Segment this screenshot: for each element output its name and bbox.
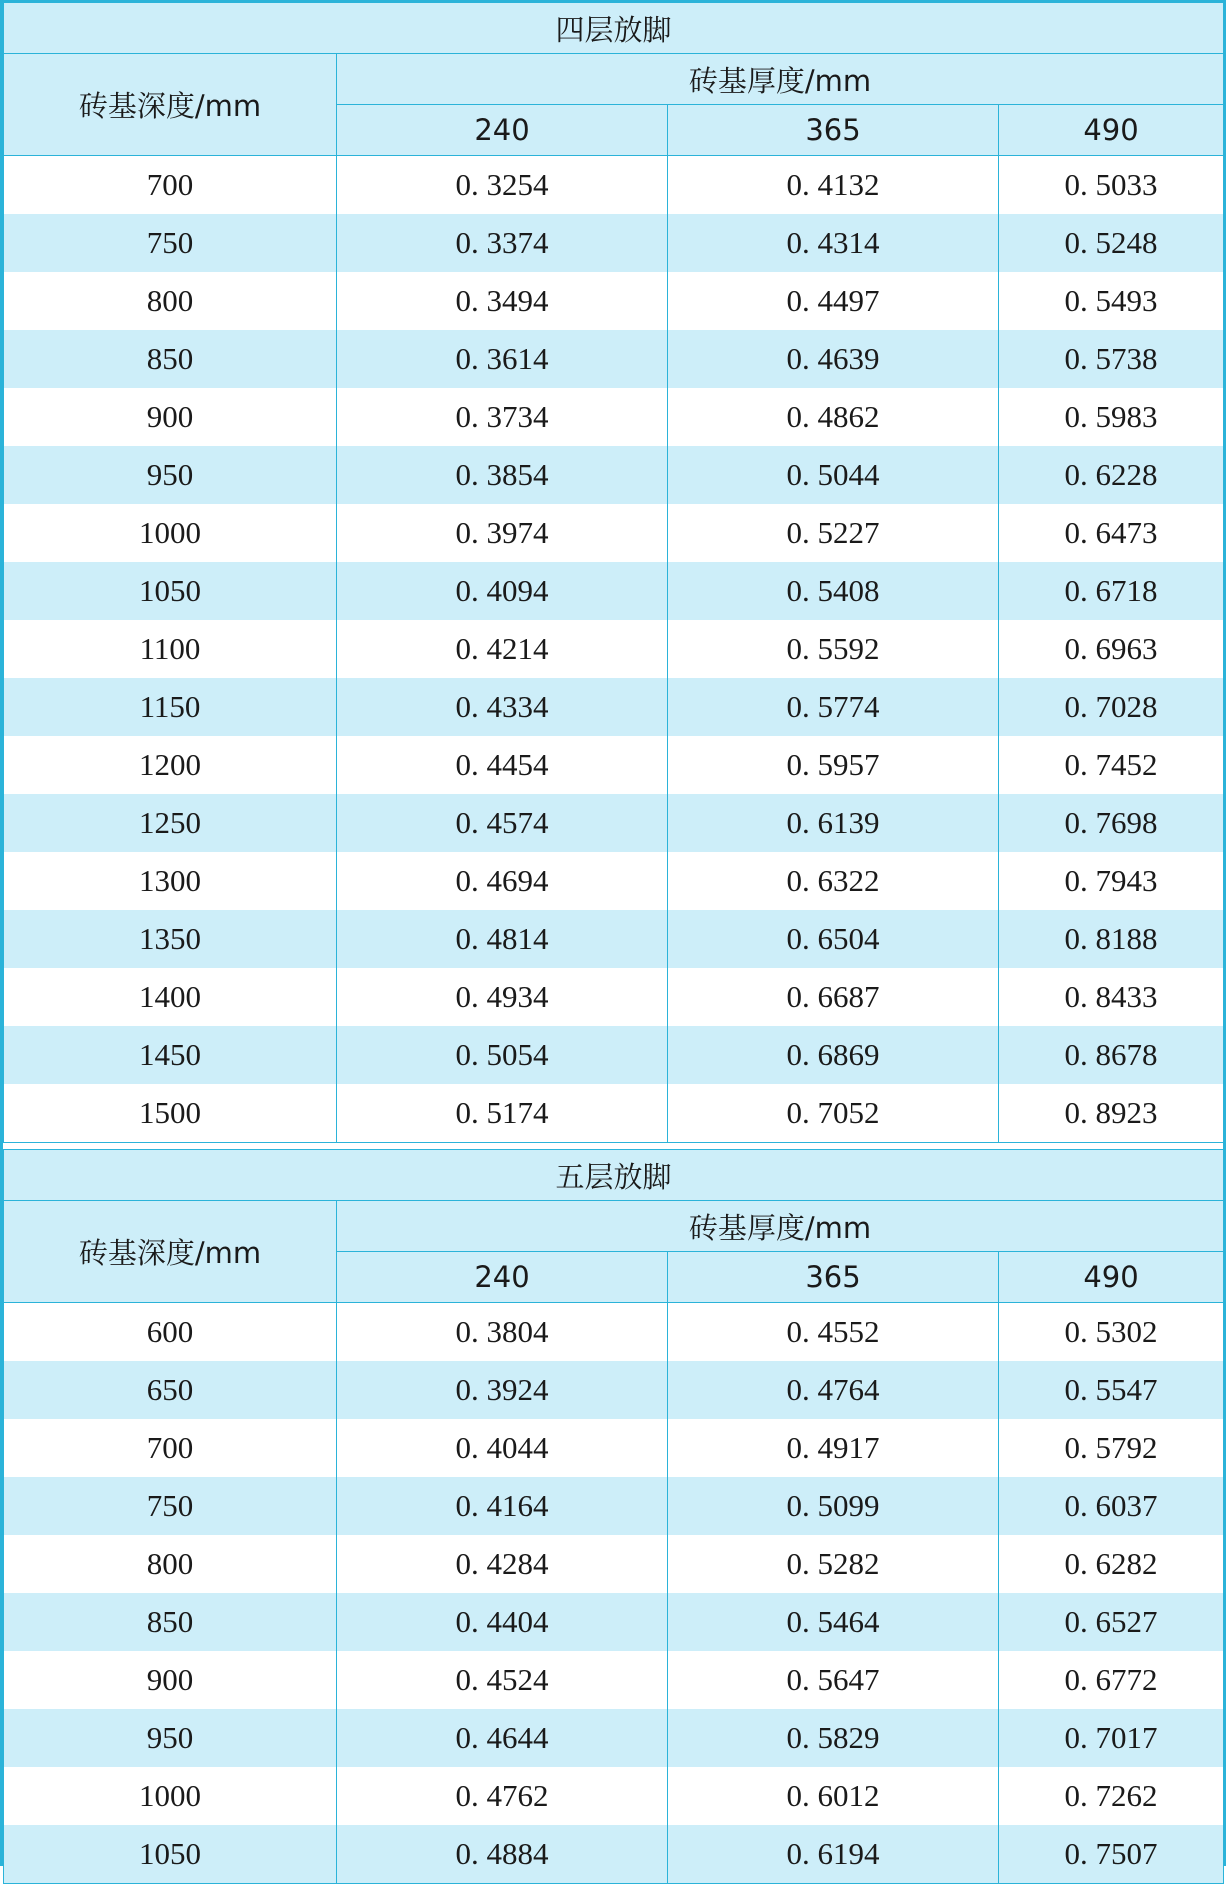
value-cell: 0. 5829 [668,1709,999,1767]
value-cell: 0. 6037 [999,1477,1224,1535]
thickness-column-header: 240 [337,105,668,156]
value-cell: 0. 5774 [668,678,999,736]
depth-cell: 1350 [4,910,337,968]
value-cell: 0. 4454 [337,736,668,794]
value-cell: 0. 6322 [668,852,999,910]
value-cell: 0. 6139 [668,794,999,852]
value-cell: 0. 4574 [337,794,668,852]
value-cell: 0. 5044 [668,446,999,504]
value-cell: 0. 6963 [999,620,1224,678]
depth-cell: 1500 [4,1084,337,1143]
value-cell: 0. 4044 [337,1419,668,1477]
depth-column-header: 砖基深度/mm [4,1201,337,1303]
table-row [4,272,1224,330]
table-row [4,968,1224,1026]
value-cell: 0. 5493 [999,272,1224,330]
value-cell: 0. 6527 [999,1593,1224,1651]
depth-cell: 900 [4,1651,337,1709]
value-cell: 0. 6282 [999,1535,1224,1593]
value-cell: 0. 3924 [337,1361,668,1419]
value-cell: 0. 4917 [668,1419,999,1477]
value-cell: 0. 3254 [337,156,668,215]
value-cell: 0. 4764 [668,1361,999,1419]
value-cell: 0. 3854 [337,446,668,504]
header-row [4,1201,1224,1252]
table-row [4,1026,1224,1084]
table-row [4,620,1224,678]
section-title-row [4,1150,1224,1201]
value-cell: 0. 7452 [999,736,1224,794]
depth-cell: 1250 [4,794,337,852]
depth-cell: 700 [4,156,337,215]
value-cell: 0. 6228 [999,446,1224,504]
thickness-column-header: 240 [337,1252,668,1303]
table-row [4,1825,1224,1884]
depth-cell: 750 [4,214,337,272]
value-cell: 0. 7017 [999,1709,1224,1767]
depth-cell: 650 [4,1361,337,1419]
value-cell: 0. 4497 [668,272,999,330]
value-cell: 0. 7507 [999,1825,1224,1884]
depth-cell: 800 [4,272,337,330]
value-cell: 0. 8678 [999,1026,1224,1084]
thickness-column-header: 490 [999,105,1224,156]
depth-cell: 850 [4,330,337,388]
table-row [4,562,1224,620]
table-row [4,1419,1224,1477]
table-row [4,852,1224,910]
thickness-group-header: 砖基厚度/mm [337,1201,1224,1252]
value-cell: 0. 5302 [999,1303,1224,1362]
value-cell: 0. 5547 [999,1361,1224,1419]
value-cell: 0. 6869 [668,1026,999,1084]
value-cell: 0. 4214 [337,620,668,678]
table-row [4,214,1224,272]
value-cell: 0. 7943 [999,852,1224,910]
value-cell: 0. 8188 [999,910,1224,968]
table-row [4,446,1224,504]
value-cell: 0. 8433 [999,968,1224,1026]
value-cell: 0. 4334 [337,678,668,736]
section-title: 四层放脚 [4,3,1224,54]
section-title: 五层放脚 [4,1150,1224,1201]
depth-cell: 1150 [4,678,337,736]
table-row [4,794,1224,852]
value-cell: 0. 4762 [337,1767,668,1825]
value-cell: 0. 4524 [337,1651,668,1709]
value-cell: 0. 3734 [337,388,668,446]
table-row [4,156,1224,215]
depth-column-header: 砖基深度/mm [4,54,337,156]
depth-cell: 1300 [4,852,337,910]
value-cell: 0. 5099 [668,1477,999,1535]
value-cell: 0. 6473 [999,504,1224,562]
depth-cell: 800 [4,1535,337,1593]
value-cell: 0. 3804 [337,1303,668,1362]
value-cell: 0. 5054 [337,1026,668,1084]
value-cell: 0. 5033 [999,156,1224,215]
table-row [4,388,1224,446]
value-cell: 0. 5248 [999,214,1224,272]
value-cell: 0. 5592 [668,620,999,678]
value-cell: 0. 5792 [999,1419,1224,1477]
table-row [4,678,1224,736]
value-cell: 0. 3494 [337,272,668,330]
table-row [4,1084,1224,1143]
table-row [4,1303,1224,1362]
section-table-five-tier [3,1149,1224,1884]
table-row [4,1361,1224,1419]
value-cell: 0. 3974 [337,504,668,562]
section-title-row [4,3,1224,54]
value-cell: 0. 4314 [668,214,999,272]
depth-cell: 1200 [4,736,337,794]
value-cell: 0. 3374 [337,214,668,272]
value-cell: 0. 4644 [337,1709,668,1767]
depth-cell: 700 [4,1419,337,1477]
value-cell: 0. 4694 [337,852,668,910]
table-row [4,1477,1224,1535]
value-cell: 0. 6687 [668,968,999,1026]
depth-cell: 1400 [4,968,337,1026]
depth-cell: 1050 [4,1825,337,1884]
value-cell: 0. 4639 [668,330,999,388]
depth-cell: 1000 [4,1767,337,1825]
value-cell: 0. 5647 [668,1651,999,1709]
value-cell: 0. 4404 [337,1593,668,1651]
value-cell: 0. 3614 [337,330,668,388]
table-row [4,1593,1224,1651]
value-cell: 0. 8923 [999,1084,1224,1143]
value-cell: 0. 5282 [668,1535,999,1593]
value-cell: 0. 4132 [668,156,999,215]
thickness-column-header: 490 [999,1252,1224,1303]
value-cell: 0. 4094 [337,562,668,620]
value-cell: 0. 5408 [668,562,999,620]
depth-cell: 900 [4,388,337,446]
value-cell: 0. 4164 [337,1477,668,1535]
value-cell: 0. 6504 [668,910,999,968]
thickness-column-header: 365 [668,105,999,156]
thickness-column-header: 365 [668,1252,999,1303]
value-cell: 0. 7028 [999,678,1224,736]
table-row [4,1535,1224,1593]
depth-cell: 1000 [4,504,337,562]
depth-cell: 1450 [4,1026,337,1084]
header-row [4,54,1224,105]
depth-cell: 850 [4,1593,337,1651]
value-cell: 0. 4934 [337,968,668,1026]
table-row [4,1709,1224,1767]
value-cell: 0. 5174 [337,1084,668,1143]
value-cell: 0. 5738 [999,330,1224,388]
value-cell: 0. 4284 [337,1535,668,1593]
value-cell: 0. 6772 [999,1651,1224,1709]
table-row [4,1651,1224,1709]
value-cell: 0. 5227 [668,504,999,562]
table-row [4,736,1224,794]
value-cell: 0. 5983 [999,388,1224,446]
table-row [4,910,1224,968]
depth-cell: 1050 [4,562,337,620]
section-table-four-tier [3,2,1224,1143]
table-row [4,1767,1224,1825]
value-cell: 0. 6718 [999,562,1224,620]
depth-cell: 950 [4,446,337,504]
value-cell: 0. 6012 [668,1767,999,1825]
value-cell: 0. 7052 [668,1084,999,1143]
value-cell: 0. 4552 [668,1303,999,1362]
depth-cell: 950 [4,1709,337,1767]
value-cell: 0. 5464 [668,1593,999,1651]
table-row [4,504,1224,562]
table-row [4,330,1224,388]
value-cell: 0. 7262 [999,1767,1224,1825]
depth-cell: 750 [4,1477,337,1535]
value-cell: 0. 7698 [999,794,1224,852]
value-cell: 0. 4862 [668,388,999,446]
value-cell: 0. 4884 [337,1825,668,1884]
depth-cell: 1100 [4,620,337,678]
value-cell: 0. 4814 [337,910,668,968]
thickness-group-header: 砖基厚度/mm [337,54,1224,105]
value-cell: 0. 6194 [668,1825,999,1884]
value-cell: 0. 5957 [668,736,999,794]
depth-cell: 600 [4,1303,337,1362]
